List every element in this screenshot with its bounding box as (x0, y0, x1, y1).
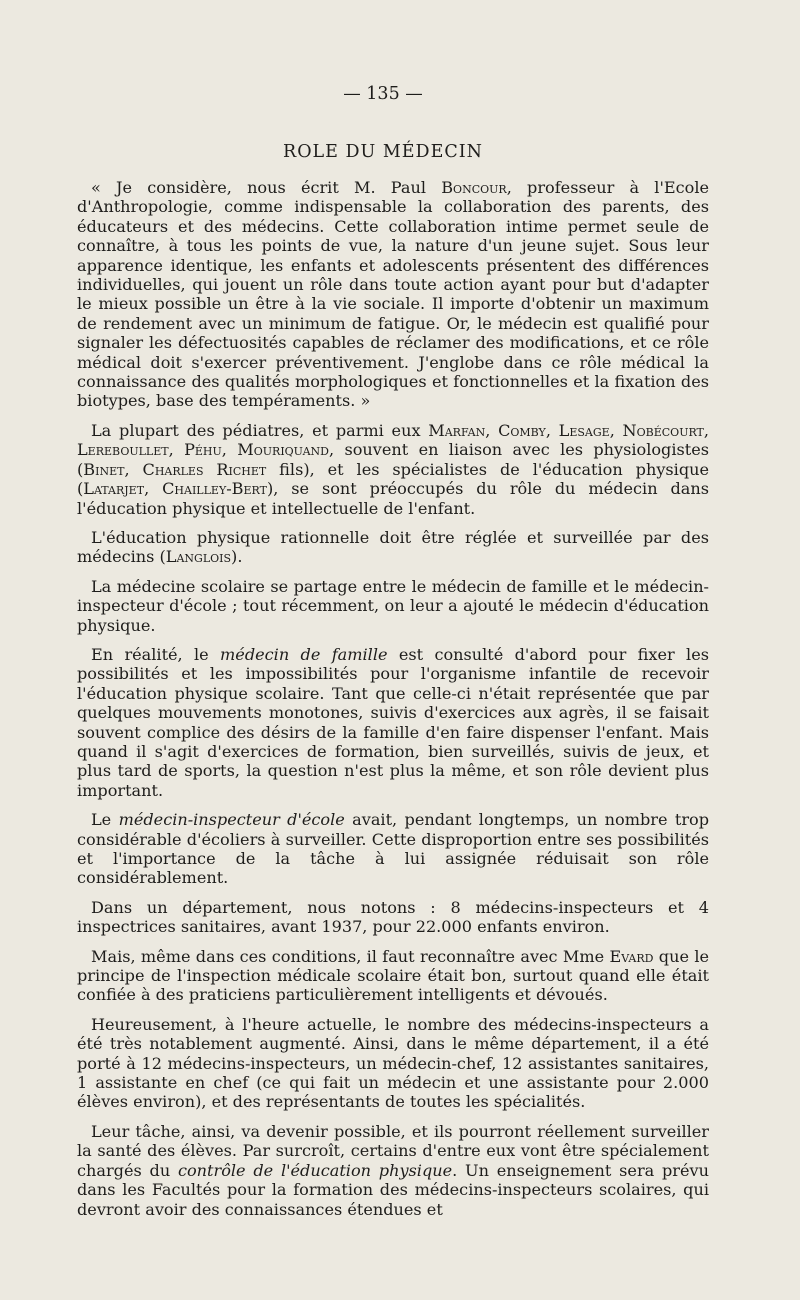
name-smallcaps: Mouriquand (237, 440, 329, 460)
name-smallcaps: Boncour (441, 178, 507, 197)
text-run: L'éducation physique rationnelle doit être réglée et surveillée par des médecins ( (77, 527, 709, 567)
text-run: , souvent en liaison avec les physiologistes ( (77, 440, 709, 479)
emphasis-italic: contrôle de l'éducation physique (177, 1160, 453, 1180)
text-run: Le (91, 810, 119, 830)
text-run: ). (231, 547, 243, 567)
text-run: Leur tâche, ainsi, va devenir possible, et ils pourront réellement surveiller la santé des élèves. Par surcroît, certains d'entre eux vont être spécialement chargés du (77, 1121, 709, 1180)
name-smallcaps: Péhu (184, 440, 222, 460)
paragraph (77, 528, 709, 567)
text-run: , (703, 420, 710, 440)
text-run: Dans un département, nous notons : 8 médecins-inspecteurs et 4 inspectrices sanitaires, avant 1937, pour 22.000 enfants environ. (77, 897, 709, 937)
paragraph (77, 947, 709, 1005)
text-run: ), se sont préoccupés du rôle du médecin dans l'éducation physique et intellectuelle de l'enfant. (77, 479, 709, 518)
text-run: , (168, 440, 185, 460)
emphasis-italic: médecin de famille (220, 644, 388, 664)
paragraph (77, 1122, 709, 1219)
text-run: fils), et les spécialistes de l'éducation physique ( (77, 459, 710, 499)
text-run: , (221, 440, 238, 460)
name-smallcaps: Nobécourt (622, 420, 704, 440)
name-smallcaps: Latarjet (83, 479, 145, 499)
name-smallcaps: Evard (609, 946, 654, 966)
text-run: « Je considère, nous écrit M. Paul (91, 178, 442, 197)
name-smallcaps: Langlois (165, 547, 232, 567)
text-run: avait, pendant longtemps, un nombre trop considérable d'écoliers à surveiller. Cette disproportion entre ses possibilités et l'importance de la tâche à lui assignée réduisait son rôle considérablement. (77, 810, 710, 888)
text-run: La plupart des pédiatres, et parmi eux (91, 420, 429, 440)
name-smallcaps: Lereboullet (77, 440, 169, 460)
paragraph (77, 577, 709, 635)
name-smallcaps: Comby (498, 420, 546, 440)
document-body (77, 178, 709, 1229)
name-smallcaps: Lesage (558, 420, 610, 440)
text-run: La médecine scolaire se partage entre le médecin de famille et le médecin-inspecteur d'école ; tout récemment, on leur a ajouté le médecin d'éducation physique. (77, 576, 709, 635)
text-run: En réalité, le (91, 644, 221, 664)
paragraph (77, 810, 709, 888)
text-run: , (124, 459, 143, 479)
paragraph (77, 1015, 709, 1112)
text-run: , (485, 420, 499, 440)
text-run: , (144, 479, 163, 499)
text-run: est consulté d'abord pour fixer les possibilités et les impossibilités pour l'organisme infantile de recevoir l'éducation physique scolaire. Tant que celle-ci n'était représentée que par quelques mouvements monotones, suivis d'exercices aux agrès, il se faisait souvent complice des désirs de la famille d'en faire dispenser l'enfant. Mais quand il s'agit d'exercices de formation, bien surveillés, suivis de jeux, et plus tard de sports, la question n'est plus la même, et son rôle devient plus important. (77, 644, 709, 800)
page-number: — 135 — (343, 84, 423, 104)
text-run: que le principe de l'inspection médicale scolaire était bon, surtout quand elle était confiée à des praticiens particulièrement intelligents et dévoués. (77, 946, 709, 1005)
text-run: , (609, 420, 623, 440)
name-smallcaps: Binet (83, 459, 125, 479)
text-run: , professeur à l'Ecole d'Anthropologie, comme indispensable la collaboration des parents, des éducateurs et des médecins. Cette collaboration intime permet seule de connaître, à tous les points de vue, la nature d'un jeune sujet. Sous leur apparence identique, les enfants et adolescents présentent des différences individuelles, qui jouent un rôle dans toute action ayant pour but d'adapter le mieux possible un être à la vie sociale. Il importe d'obtenir un maximum de rendement avec un minimum de fatigue. Or, le médecin est qualifié pour signaler les défectuosités capables de réclamer des modifications, et ce rôle médical doit s'exercer préventivement. J'englobe dans ce rôle médical la connaissance des qualités morphologiques et fonctionnelles et la fixation des biotypes, base des tempéraments. » (77, 178, 709, 411)
name-smallcaps: Charles Richet (142, 459, 267, 479)
paragraph (77, 421, 709, 518)
paragraph (77, 898, 709, 937)
paragraph (77, 178, 709, 411)
text-run: . Un enseignement sera prévu dans les Facultés pour la formation des médecins-inspecteurs scolaires, qui devront avoir des connaissances étendues et (77, 1160, 709, 1219)
text-run: Heureusement, à l'heure actuelle, le nombre des médecins-inspecteurs a été très notablement augmenté. Ainsi, dans le même département, il a été porté à 12 médecins-inspecteurs, un médecin-chef, 12 assistantes sanitaires, 1 assistante en chef (ce qui fait un médecin et une assistante pour 2.000 élèves environ), et des représentants de toutes les spécialités. (77, 1014, 709, 1112)
name-smallcaps: Marfan (428, 420, 486, 440)
text-run: Mais, même dans ces conditions, il faut reconnaître avec Mme (91, 946, 610, 966)
name-smallcaps: Chailley-Bert (162, 479, 267, 499)
section-heading: ROLE DU MÉDECIN (283, 142, 483, 162)
paragraph (77, 645, 709, 800)
text-run: , (545, 420, 559, 440)
emphasis-italic: médecin-inspecteur d'école (118, 810, 345, 830)
